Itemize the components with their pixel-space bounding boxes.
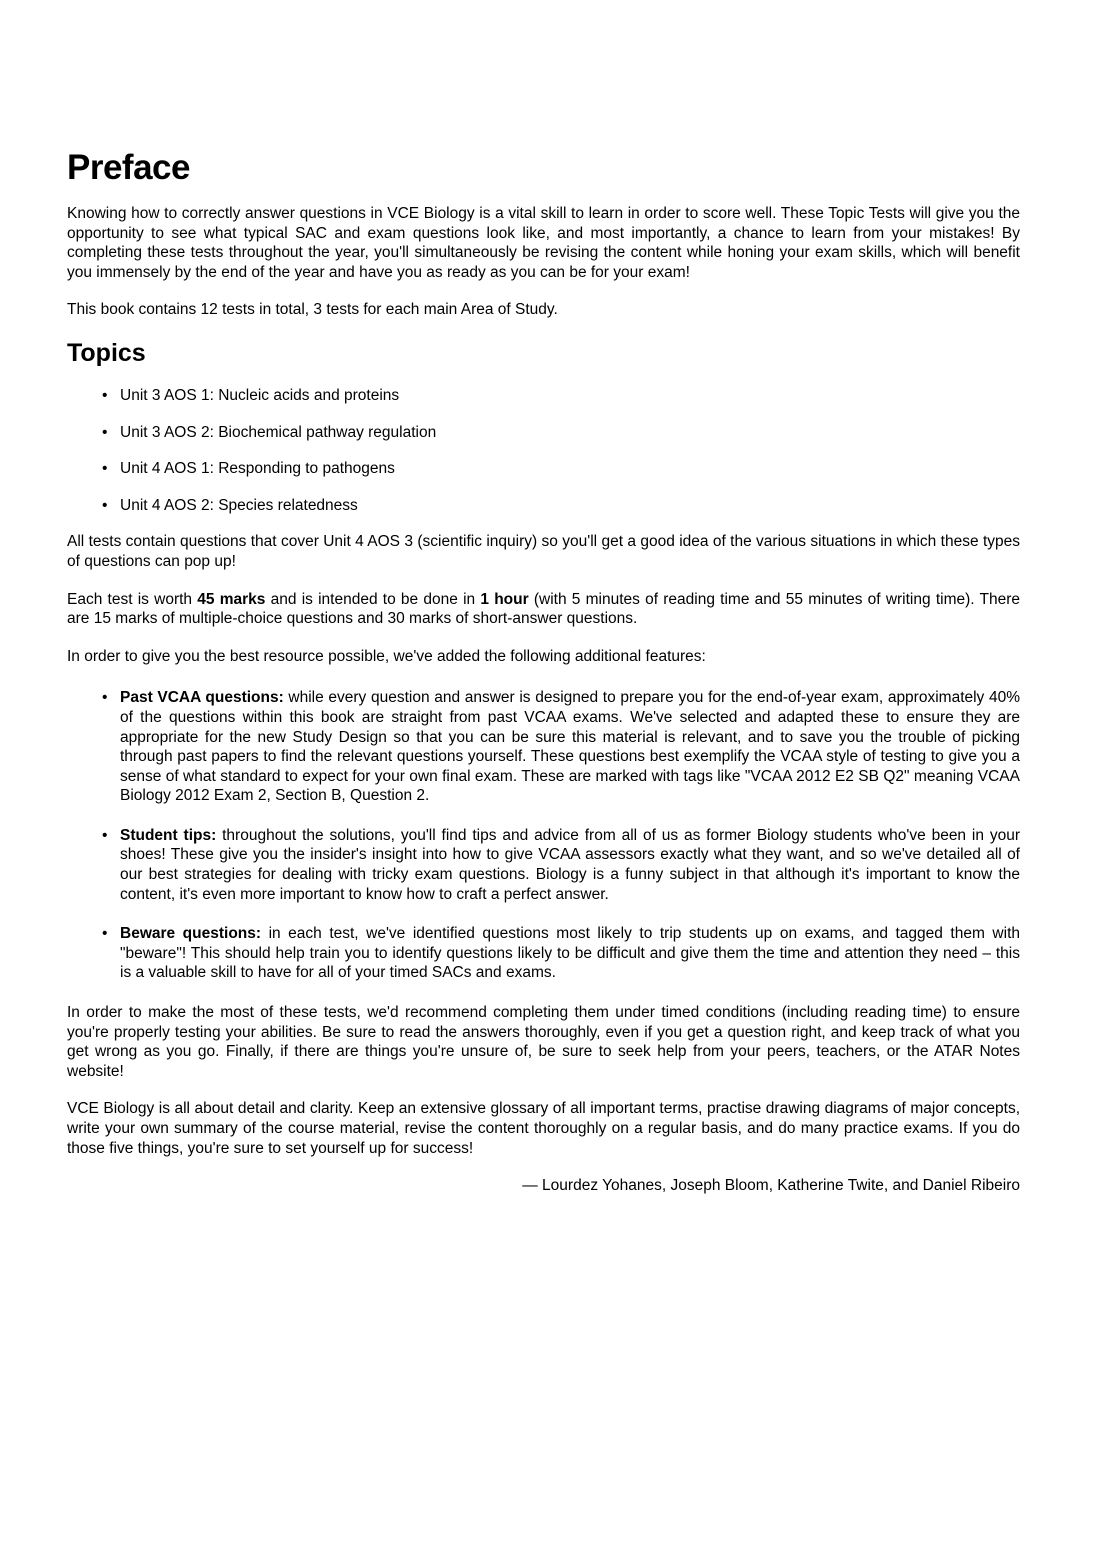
all-tests-paragraph: All tests contain questions that cover Unit 4 AOS 3 (scientific inquiry) so you'll get a good idea of the various situations in which these types of questions can pop up!: [67, 533, 1020, 570]
topics-heading: Topics: [67, 338, 146, 367]
topic-item: • Unit 3 AOS 1: Nucleic acids and proteins: [102, 386, 1020, 406]
feature-label: Student tips:: [120, 826, 217, 844]
closing-paragraph-2: VCE Biology is all about detail and clarity. Keep an extensive glossary of all important terms, practise drawing diagrams of major concepts, write your own summary of the course material, revise the content thoroughly on a regular basis, and do many practice exams. If you do those five things, you're sure to set yourself up for success!: [67, 1100, 1020, 1157]
topics-list: [67, 386, 1020, 515]
feature-item-student-tips: [102, 826, 1020, 904]
marks-paragraph-segment: and is intended to be done in: [265, 590, 481, 608]
feature-text: in each test, we've identified questions most likely to trip students up on exams, and tagged them with "beware"! This should help train you to identify questions likely to be difficult and give them the time and attention they need – this is a valuable skill to have for all of your timed SACs and exams.: [120, 925, 1020, 982]
feature-item-past-vcaa-questions: [102, 688, 1020, 806]
authors-attribution: — Lourdez Yohanes, Joseph Bloom, Katherine Twite, and Daniel Ribeiro: [522, 1177, 1020, 1195]
closing-paragraph-1: In order to make the most of these tests, we'd recommend completing them under timed conditions (including reading time) to ensure you're properly testing your abilities. Be sure to read the answers thoroughly, even if you get a question right, and keep track of what you get wrong as you go. Finally, if there are things you're unsure of, be sure to seek help from your peers, teachers, or the ATAR Notes website!: [67, 1004, 1020, 1080]
marks-paragraph: [67, 590, 1020, 629]
marks-paragraph-segment: Each test is worth: [67, 590, 198, 608]
feature-text: throughout the solutions, you'll find tips and advice from all of us as former Biology students who've been in your shoes! These give you the insider's insight into how to give VCAA assessors exactly what they want, and so we've detailed all of our best strategies for dealing with tricky exam questions. Biology is a funny subject in that although it's important to know the content, it's even more important to know how to craft a perfect answer.: [120, 826, 1020, 903]
topic-item: • Unit 3 AOS 2: Biochemical pathway regulation: [102, 423, 1020, 443]
topic-item: • Unit 4 AOS 1: Responding to pathogens: [102, 459, 1020, 479]
feature-item-beware-questions: [102, 924, 1020, 983]
feature-text: while every question and answer is designed to prepare you for the end-of-year exam, approximately 40% of the questions within this book are straight from past VCAA exams. We've selected and adapted these to ensure they are appropriate for the new Study Design so that you can be sure this material is relevant, and to save you the trouble of picking through past papers to find the relevant questions yourself. These questions best exemplify the VCAA style of testing to give you a sense of what standard to expect for your own final exam. These are marked with tags like "VCAA 2012 E2 SB Q2" meaning VCAA Biology 2012 Exam 2, Section B, Question 2.: [120, 689, 1020, 805]
duration-value: 1 hour: [480, 590, 529, 608]
marks-value: 45 marks: [197, 590, 266, 608]
features-list: [67, 688, 1020, 983]
topic-item: • Unit 4 AOS 2: Species relatedness: [102, 496, 1020, 516]
feature-label: Past VCAA questions:: [120, 689, 284, 707]
features-intro-paragraph: In order to give you the best resource possible, we've added the following additional features:: [67, 647, 706, 665]
page-title: Preface: [67, 148, 190, 187]
marks-paragraph-segment: (with 5 minutes of reading time and 55 minutes of writing time). There are 15 marks of multiple-choice questions and 30 marks of short-answer questions.: [67, 590, 1020, 628]
book-contents-paragraph: This book contains 12 tests in total, 3 tests for each main Area of Study.: [67, 301, 558, 319]
feature-label: Beware questions:: [120, 925, 262, 943]
intro-paragraph: Knowing how to correctly answer questions in VCE Biology is a vital skill to learn in order to score well. These Topic Tests will give you the opportunity to see what typical SAC and exam questions look like, and most importantly, a chance to learn from your mistakes! By completing these tests throughout the year, you'll simultaneously be revising the content while honing your exam skills, which will benefit you immensely by the end of the year and have you as ready as you can be for your exam!: [67, 205, 1020, 281]
